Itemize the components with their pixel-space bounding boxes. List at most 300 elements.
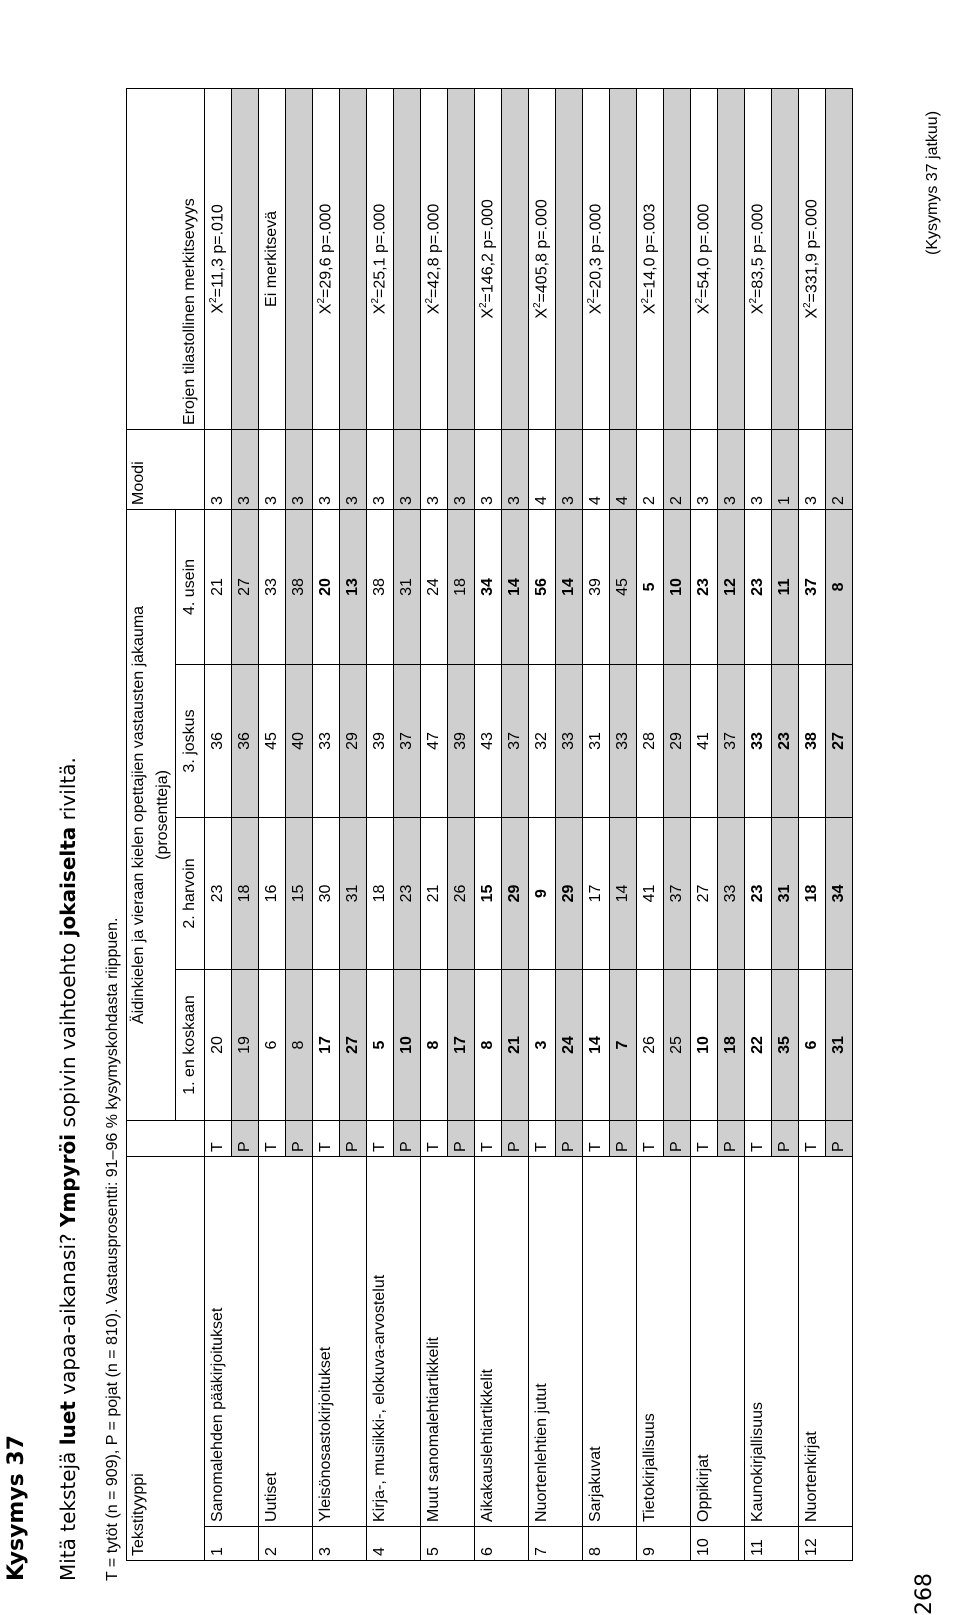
- table-row: [448, 88, 475, 1560]
- table-row: [394, 88, 421, 1560]
- gender-code: T: [367, 1120, 394, 1156]
- significance-cell: [529, 88, 556, 429]
- row-number-blank: [502, 1527, 529, 1561]
- significance-cell: [313, 88, 340, 429]
- row-number-blank: [772, 1527, 799, 1561]
- percent-cell: 17: [448, 969, 475, 1120]
- gender-code: T: [691, 1120, 718, 1156]
- mode-cell: 3: [394, 429, 421, 509]
- percent-cell: 28: [637, 664, 664, 817]
- gender-code: P: [340, 1120, 367, 1156]
- percent-cell: 8: [826, 509, 853, 664]
- significance-text: =83,5 p=.000: [749, 203, 767, 298]
- table-row: [502, 88, 529, 1560]
- significance-blank: [718, 88, 745, 429]
- significance-blank: [448, 88, 475, 429]
- percent-cell: 38: [367, 509, 394, 664]
- row-label: Sanomalehden pääkirjoitukset: [205, 1156, 232, 1526]
- percent-cell: 31: [340, 817, 367, 969]
- header-option: 4. usein: [176, 509, 205, 664]
- header-option: 1. en koskaan: [176, 969, 205, 1120]
- percent-cell: 32: [529, 664, 556, 817]
- percent-cell: 22: [745, 969, 772, 1120]
- percent-cell: 33: [259, 509, 286, 664]
- row-label-blank: [340, 1156, 367, 1526]
- percent-cell: 31: [394, 509, 421, 664]
- row-number: 8: [583, 1527, 610, 1561]
- mode-cell: 2: [664, 429, 691, 509]
- percent-cell: 21: [421, 817, 448, 969]
- row-label-blank: [448, 1156, 475, 1526]
- table-row: [475, 88, 502, 1560]
- chi-symbol: X: [533, 308, 551, 319]
- table-row: [637, 88, 664, 1560]
- percent-cell: 5: [367, 969, 394, 1120]
- row-label-blank: [286, 1156, 313, 1526]
- percent-cell: 33: [745, 664, 772, 817]
- gender-code: P: [826, 1120, 853, 1156]
- percent-cell: 6: [259, 969, 286, 1120]
- chi-symbol: X: [803, 308, 821, 319]
- percent-cell: 34: [475, 509, 502, 664]
- percent-cell: 37: [664, 817, 691, 969]
- percent-cell: 27: [340, 969, 367, 1120]
- significance-text: =29,6 p=.000: [317, 203, 335, 298]
- row-number: 10: [691, 1527, 718, 1561]
- significance-blank: [232, 88, 259, 429]
- gender-code: P: [394, 1120, 421, 1156]
- percent-cell: 26: [637, 969, 664, 1120]
- gender-code: P: [232, 1120, 259, 1156]
- row-label-blank: [826, 1156, 853, 1526]
- table-row: [745, 88, 772, 1560]
- chi-exponent: 2: [586, 297, 598, 304]
- chi-exponent: 2: [802, 302, 814, 308]
- percent-cell: 23: [772, 664, 799, 817]
- row-number: 2: [259, 1527, 286, 1561]
- header-blank: [151, 429, 176, 509]
- significance-blank: [610, 88, 637, 429]
- gender-code: P: [286, 1120, 313, 1156]
- chi-symbol: X: [425, 303, 443, 315]
- table-row: [826, 88, 853, 1560]
- significance-blank: [340, 88, 367, 429]
- gender-code: T: [637, 1120, 664, 1156]
- percent-cell: 36: [232, 664, 259, 817]
- percent-cell: 21: [205, 509, 232, 664]
- table-row: [583, 88, 610, 1560]
- percent-cell: 12: [718, 509, 745, 664]
- percent-cell: 37: [799, 509, 826, 664]
- percent-cell: 30: [313, 817, 340, 969]
- question-part: Mitä tekstejä: [56, 1445, 80, 1581]
- percent-cell: 16: [259, 817, 286, 969]
- table-row: [799, 88, 826, 1560]
- row-label-blank: [556, 1156, 583, 1526]
- row-label-blank: [502, 1156, 529, 1526]
- significance-text: =11,3 p=.010: [209, 204, 227, 298]
- percent-cell: 7: [610, 969, 637, 1120]
- question-heading: Kysymys 37: [4, 1434, 29, 1581]
- row-label: Kaunokirjallisuus: [745, 1156, 772, 1526]
- header-mode: Moodi: [127, 429, 152, 509]
- gender-code: T: [799, 1120, 826, 1156]
- percent-cell: 39: [367, 664, 394, 817]
- gender-code: T: [205, 1120, 232, 1156]
- header-blank: [151, 88, 176, 429]
- row-label: Uutiset: [259, 1156, 286, 1526]
- mode-cell: 3: [745, 429, 772, 509]
- percent-cell: 56: [529, 509, 556, 664]
- significance-text: =25,1 p=.000: [371, 203, 389, 298]
- percent-cell: 11: [772, 509, 799, 664]
- percent-cell: 14: [502, 509, 529, 664]
- mode-cell: 4: [529, 429, 556, 509]
- mode-cell: 3: [259, 429, 286, 509]
- significance-cell: [799, 88, 826, 429]
- significance-cell: [745, 88, 772, 429]
- percent-cell: 8: [286, 969, 313, 1120]
- percent-cell: 27: [826, 664, 853, 817]
- question-part: vapaa-aikanasi?: [56, 1226, 80, 1402]
- gender-code: P: [502, 1120, 529, 1156]
- chi-exponent: 2: [694, 297, 706, 304]
- percent-cell: 26: [448, 817, 475, 969]
- percent-cell: 14: [583, 969, 610, 1120]
- row-label-blank: [718, 1156, 745, 1526]
- results-table: [126, 88, 853, 1561]
- row-number-blank: [664, 1527, 691, 1561]
- header-distribution-unit: (prosentteja): [151, 509, 176, 1120]
- row-label-blank: [232, 1156, 259, 1526]
- gender-code: T: [475, 1120, 502, 1156]
- gender-code: T: [421, 1120, 448, 1156]
- mode-cell: 3: [799, 429, 826, 509]
- table-row: [529, 88, 556, 1560]
- page-number: 268: [912, 1573, 937, 1615]
- gender-code: P: [718, 1120, 745, 1156]
- percent-cell: 9: [529, 817, 556, 969]
- significance-text: Ei merkitsevä: [263, 210, 280, 307]
- mode-cell: 3: [340, 429, 367, 509]
- percent-cell: 10: [394, 969, 421, 1120]
- mode-cell: 3: [313, 429, 340, 509]
- percent-cell: 38: [799, 664, 826, 817]
- gender-code: P: [448, 1120, 475, 1156]
- percent-cell: 10: [691, 969, 718, 1120]
- mode-cell: 3: [367, 429, 394, 509]
- percent-cell: 10: [664, 509, 691, 664]
- percent-cell: 25: [664, 969, 691, 1120]
- percent-cell: 45: [610, 509, 637, 664]
- header-blank: [176, 1156, 205, 1560]
- table-row: [259, 88, 286, 1560]
- significance-blank: [556, 88, 583, 429]
- percent-cell: 29: [340, 664, 367, 817]
- percent-cell: 23: [205, 817, 232, 969]
- chi-symbol: X: [695, 303, 713, 315]
- row-label: Nuortenlehtien jutut: [529, 1156, 556, 1526]
- significance-blank: [826, 88, 853, 429]
- row-number: 11: [745, 1527, 772, 1561]
- header-text-type: Tekstityyppi: [127, 1156, 152, 1560]
- gender-code: P: [664, 1120, 691, 1156]
- row-number: 7: [529, 1527, 556, 1561]
- significance-text: =42,8 p=.000: [425, 203, 443, 298]
- significance-text: =14,0 p=.003: [641, 203, 659, 298]
- question-bold: luet: [56, 1401, 80, 1446]
- percent-cell: 19: [232, 969, 259, 1120]
- percent-cell: 24: [556, 969, 583, 1120]
- row-number: 5: [421, 1527, 448, 1561]
- chi-symbol: X: [587, 303, 605, 315]
- header-gender-blank: [127, 1120, 152, 1156]
- chi-symbol: X: [641, 303, 659, 315]
- question-bold: Ympyröi: [56, 1133, 80, 1227]
- row-label-blank: [772, 1156, 799, 1526]
- percent-cell: 40: [286, 664, 313, 817]
- mode-cell: 2: [637, 429, 664, 509]
- percent-cell: 15: [286, 817, 313, 969]
- row-number-blank: [286, 1527, 313, 1561]
- table-row: [718, 88, 745, 1560]
- row-number: 6: [475, 1527, 502, 1561]
- chi-symbol: X: [209, 302, 227, 314]
- row-number-blank: [610, 1527, 637, 1561]
- percent-cell: 23: [745, 509, 772, 664]
- significance-text: =405,8 p=.000: [533, 199, 551, 303]
- significance-cell: [475, 88, 502, 429]
- row-number: 1: [205, 1527, 232, 1561]
- row-label: Oppikirjat: [691, 1156, 718, 1526]
- mode-cell: 3: [286, 429, 313, 509]
- table-row: [340, 88, 367, 1560]
- significance-cell: [583, 88, 610, 429]
- table-row: [556, 88, 583, 1560]
- chi-symbol: X: [749, 303, 767, 315]
- gender-code: P: [556, 1120, 583, 1156]
- mode-cell: 3: [232, 429, 259, 509]
- percent-cell: 5: [637, 509, 664, 664]
- table-row: [313, 88, 340, 1560]
- chi-exponent: 2: [370, 297, 382, 304]
- significance-blank: [772, 88, 799, 429]
- percent-cell: 29: [664, 664, 691, 817]
- percent-cell: 6: [799, 969, 826, 1120]
- percent-cell: 18: [448, 509, 475, 664]
- mode-cell: 3: [691, 429, 718, 509]
- significance-text: =54,0 p=.000: [695, 203, 713, 298]
- mode-cell: 1: [772, 429, 799, 509]
- mode-cell: 3: [421, 429, 448, 509]
- row-label-blank: [664, 1156, 691, 1526]
- significance-blank: [502, 88, 529, 429]
- chi-symbol: X: [371, 303, 389, 315]
- gender-code: T: [313, 1120, 340, 1156]
- row-number: 3: [313, 1527, 340, 1561]
- percent-cell: 23: [745, 817, 772, 969]
- percent-cell: 18: [232, 817, 259, 969]
- table-row: [664, 88, 691, 1560]
- question-bold: jokaiselta: [56, 826, 80, 937]
- percent-cell: 3: [529, 969, 556, 1120]
- question-text: [56, 757, 80, 1581]
- mode-cell: 3: [448, 429, 475, 509]
- row-label-blank: [394, 1156, 421, 1526]
- percent-cell: 39: [583, 509, 610, 664]
- significance-text: =20,3 p=.000: [587, 203, 605, 298]
- percent-cell: 13: [340, 509, 367, 664]
- row-label: Muut sanomalehtiartikkelit: [421, 1156, 448, 1526]
- chi-exponent: 2: [316, 297, 328, 304]
- percent-cell: 15: [475, 817, 502, 969]
- chi-exponent: 2: [424, 297, 436, 304]
- gender-code: T: [583, 1120, 610, 1156]
- percent-cell: 27: [232, 509, 259, 664]
- header-option: 3. joskus: [176, 664, 205, 817]
- percent-cell: 33: [610, 664, 637, 817]
- header-blank: [151, 1156, 176, 1560]
- significance-cell: [205, 88, 232, 429]
- percent-cell: 8: [475, 969, 502, 1120]
- percent-cell: 37: [718, 664, 745, 817]
- percent-cell: 47: [421, 664, 448, 817]
- chi-symbol: X: [317, 303, 335, 315]
- significance-blank: [664, 88, 691, 429]
- header-option: 2. harvoin: [176, 817, 205, 969]
- percent-cell: 18: [367, 817, 394, 969]
- gender-code: T: [745, 1120, 772, 1156]
- percent-cell: 38: [286, 509, 313, 664]
- percent-cell: 39: [448, 664, 475, 817]
- percent-cell: 31: [826, 969, 853, 1120]
- row-number: 9: [637, 1527, 664, 1561]
- row-number-blank: [340, 1527, 367, 1561]
- chi-symbol: X: [479, 308, 497, 319]
- gender-code: P: [610, 1120, 637, 1156]
- header-blank: [176, 429, 205, 509]
- row-label: Kirja-, musiikki-, elokuva-arvostelut: [367, 1156, 394, 1526]
- percent-cell: 36: [205, 664, 232, 817]
- chi-exponent: 2: [748, 297, 760, 304]
- header-blank: [151, 1120, 176, 1156]
- mode-cell: 3: [556, 429, 583, 509]
- row-number-blank: [718, 1527, 745, 1561]
- mode-cell: 4: [610, 429, 637, 509]
- chi-exponent: 2: [478, 302, 490, 308]
- percent-cell: 8: [421, 969, 448, 1120]
- percent-cell: 37: [502, 664, 529, 817]
- row-label: Yleisönosastokirjoitukset: [313, 1156, 340, 1526]
- question-part: sopivin vaihtoehto: [56, 936, 80, 1134]
- legend-text: T = tytöt (n = 909), P = pojat (n = 810). Vastausprosentti: 91–96 % kysymyskohdasta riippuen.: [104, 917, 121, 1581]
- header-significance: Erojen tilastollinen merkitsevyys: [176, 88, 205, 429]
- table-row: [232, 88, 259, 1560]
- significance-cell: [421, 88, 448, 429]
- significance-cell: [259, 88, 286, 429]
- gender-code: T: [529, 1120, 556, 1156]
- significance-cell: [367, 88, 394, 429]
- table-row: [610, 88, 637, 1560]
- percent-cell: 37: [394, 664, 421, 817]
- gender-code: T: [259, 1120, 286, 1156]
- continued-note: (Kysymys 37 jatkuu): [924, 110, 941, 255]
- percent-cell: 35: [772, 969, 799, 1120]
- percent-cell: 33: [718, 817, 745, 969]
- percent-cell: 23: [691, 509, 718, 664]
- gender-code: P: [772, 1120, 799, 1156]
- row-number: 12: [799, 1527, 826, 1561]
- mode-cell: 2: [826, 429, 853, 509]
- significance-cell: [637, 88, 664, 429]
- row-label: Sarjakuvat: [583, 1156, 610, 1526]
- percent-cell: 17: [583, 817, 610, 969]
- chi-exponent: 2: [208, 297, 220, 303]
- row-number-blank: [556, 1527, 583, 1561]
- table-row: [286, 88, 313, 1560]
- mode-cell: 3: [718, 429, 745, 509]
- row-number-blank: [232, 1527, 259, 1561]
- mode-cell: 3: [502, 429, 529, 509]
- mode-cell: 3: [205, 429, 232, 509]
- percent-cell: 18: [718, 969, 745, 1120]
- percent-cell: 14: [610, 817, 637, 969]
- header-significance-blank: [127, 88, 152, 429]
- question-part: riviltä.: [56, 757, 80, 827]
- percent-cell: 34: [826, 817, 853, 969]
- percent-cell: 27: [691, 817, 718, 969]
- row-label-blank: [610, 1156, 637, 1526]
- percent-cell: 23: [394, 817, 421, 969]
- chi-exponent: 2: [532, 302, 544, 308]
- mode-cell: 4: [583, 429, 610, 509]
- percent-cell: 31: [772, 817, 799, 969]
- percent-cell: 41: [637, 817, 664, 969]
- percent-cell: 24: [421, 509, 448, 664]
- percent-cell: 29: [502, 817, 529, 969]
- percent-cell: 20: [205, 969, 232, 1120]
- percent-cell: 14: [556, 509, 583, 664]
- header-distribution: Äidinkielen ja vieraan kielen opettajien vastausten jakauma: [127, 509, 152, 1120]
- percent-cell: 29: [556, 817, 583, 969]
- percent-cell: 43: [475, 664, 502, 817]
- table-row: [367, 88, 394, 1560]
- header-blank: [176, 1120, 205, 1156]
- percent-cell: 20: [313, 509, 340, 664]
- percent-cell: 45: [259, 664, 286, 817]
- table-row: [691, 88, 718, 1560]
- row-label: Nuortenkirjat: [799, 1156, 826, 1526]
- row-label: Tietokirjallisuus: [637, 1156, 664, 1526]
- row-number-blank: [394, 1527, 421, 1561]
- percent-cell: 21: [502, 969, 529, 1120]
- row-label: Aikakauslehtiartikkelit: [475, 1156, 502, 1526]
- percent-cell: 33: [313, 664, 340, 817]
- chi-exponent: 2: [640, 297, 652, 304]
- significance-cell: [691, 88, 718, 429]
- percent-cell: 33: [556, 664, 583, 817]
- significance-text: =146,2 p=.000: [479, 199, 497, 303]
- row-number-blank: [448, 1527, 475, 1561]
- significance-blank: [286, 88, 313, 429]
- percent-cell: 41: [691, 664, 718, 817]
- row-number: 4: [367, 1527, 394, 1561]
- significance-text: =331,9 p=.000: [803, 199, 821, 303]
- percent-cell: 18: [799, 817, 826, 969]
- table-row: [421, 88, 448, 1560]
- percent-cell: 17: [313, 969, 340, 1120]
- table-row: [772, 88, 799, 1560]
